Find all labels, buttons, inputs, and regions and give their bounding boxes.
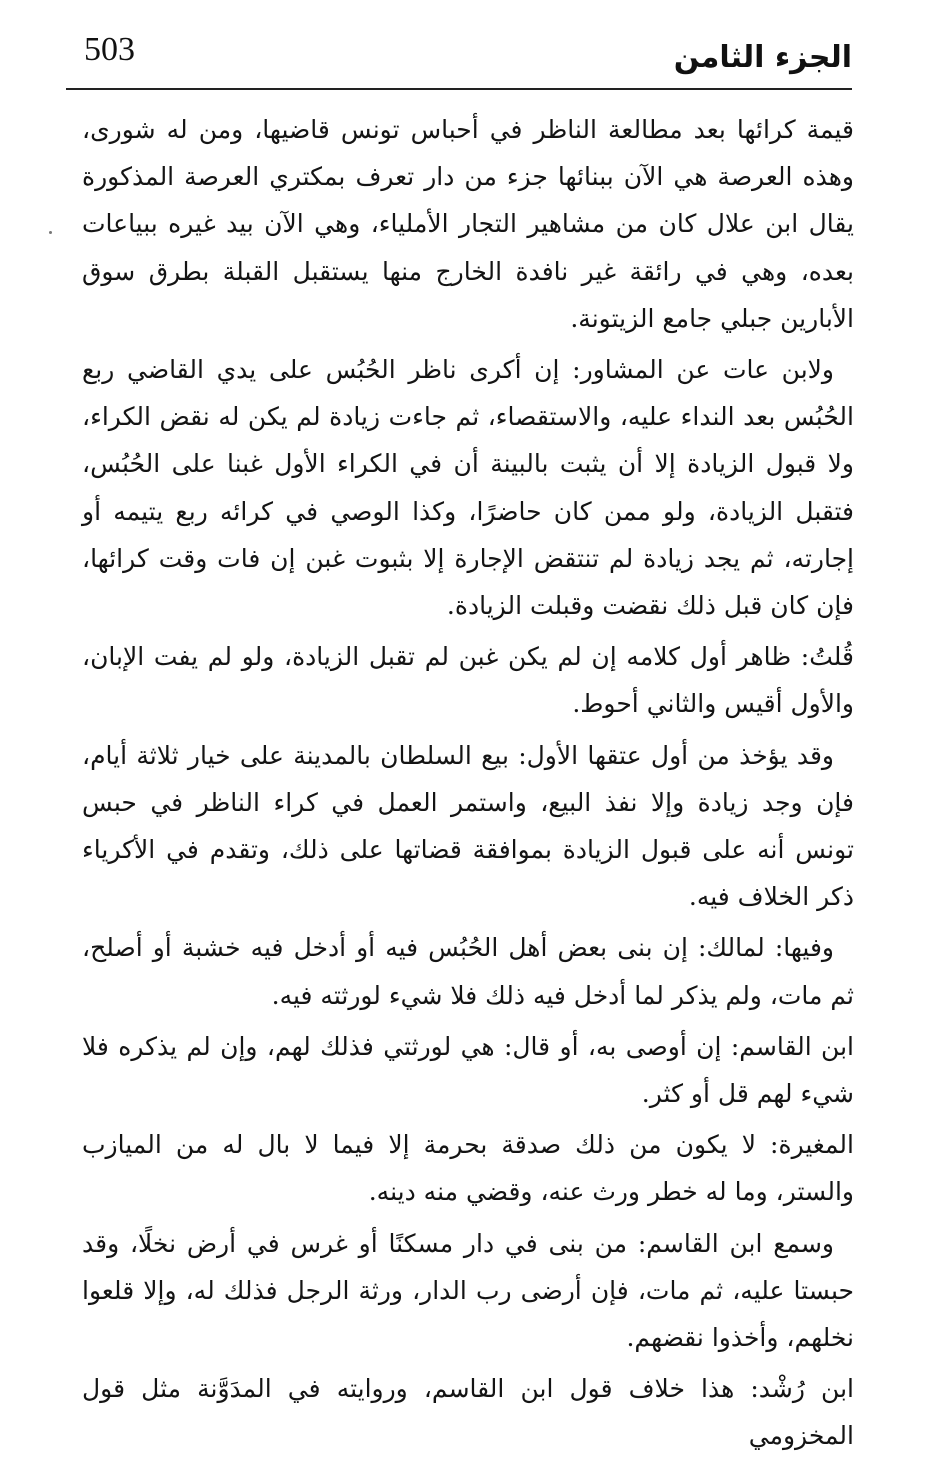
page-number: 503 xyxy=(84,31,135,68)
header-divider xyxy=(66,88,852,90)
page-header xyxy=(66,30,852,88)
paragraph: قيمة كرائها بعد مطالعة الناظر في أحباس تونس قاضيها، ومن له شورى، وهذه العرصة هي الآن ببنائها جزء من دار تعرف بمكتري العرصة المذكورة يقال ابن علال كان من مشاهير التجار الأملياء، وهي الآن بيد غيره ببياعات بعده، وهي في رائقة غير نافدة الخارج منها يستقبل القبلة بطرق سوق الأبارين جبلي جامع الزيتونة. xyxy=(82,115,854,333)
paragraph: وقد يؤخذ من أول عتقها الأول: بيع السلطان بالمدينة على خيار ثلاثة أيام، فإن وجد زيادة وإلا نفذ البيع، واستمر العمل في كراء الناظر في حبس تونس أنه على قبول الزيادة بموافقة قضاتها على ذلك، وتقدم في الأكرياء ذكر الخلاف فيه. xyxy=(82,740,854,912)
paragraph: قُلتُ: ظاهر أول كلامه إن لم يكن غبن لم تقبل الزيادة، ولو لم يفت الإبان، والأول أقيس والثاني أحوط. xyxy=(82,642,854,719)
paragraph: ابن القاسم: إن أوصى به، أو قال: هي لورثتي فذلك لهم، وإن لم يذكره فلا شيء لهم قل أو كثر. xyxy=(82,1031,854,1109)
paragraph: وسمع ابن القاسم: من بنى في دار مسكنًا أو غرس في أرض نخلًا، وقد حبستا عليه، ثم مات، فإن أرضى رب الدار، ورثة الرجل فذلك له، وإلا قلعوا نخلهم، وأخذوا نقضهم. xyxy=(82,1228,854,1353)
paragraph: ولابن عات عن المشاور: إن أكرى ناظر الحُبُس على يدي القاضي ربع الحُبُس بعد النداء عليه، والاستقصاء، ثم جاءت زيادة لم يكن له نقض الكراء، ولا قبول الزيادة إلا أن يثبت بالبينة أن في الكراء الأول غبنا على الحُبُس، فتقبل الزيادة، ولو ممن كان حاضرًا، وكذا الوصي في كرائه ربع يتيمه أو إجارته، ثم يجد زيادة لم تنتقض الإجارة إلا بثبوت غبن إن فات وقت كرائها، فإن كان قبل ذلك نقضت وقبلت الزيادة. xyxy=(82,355,854,621)
part-title: الجزء الثامن xyxy=(673,40,852,75)
paragraph: ابن رُشْد: هذا خلاف قول ابن القاسم، وروايته في المدَوَّنة مثل قول المخزومي xyxy=(82,1374,854,1451)
page-body xyxy=(82,106,854,1464)
paragraph: وفيها: لمالك: إن بنى بعض أهل الحُبُس فيه أو أدخل فيه خشبة أو أصلح، ثم مات، ولم يذكر لما أدخل فيه ذلك فلا شيء لورثته فيه. xyxy=(82,933,854,1010)
paragraph: المغيرة: لا يكون من ذلك صدقة بحرمة إلا فيما لا بال له من الميازب والستر، وما له خطر ورث عنه، وقضي منه دينه. xyxy=(82,1130,854,1207)
scan-speck xyxy=(49,231,52,234)
